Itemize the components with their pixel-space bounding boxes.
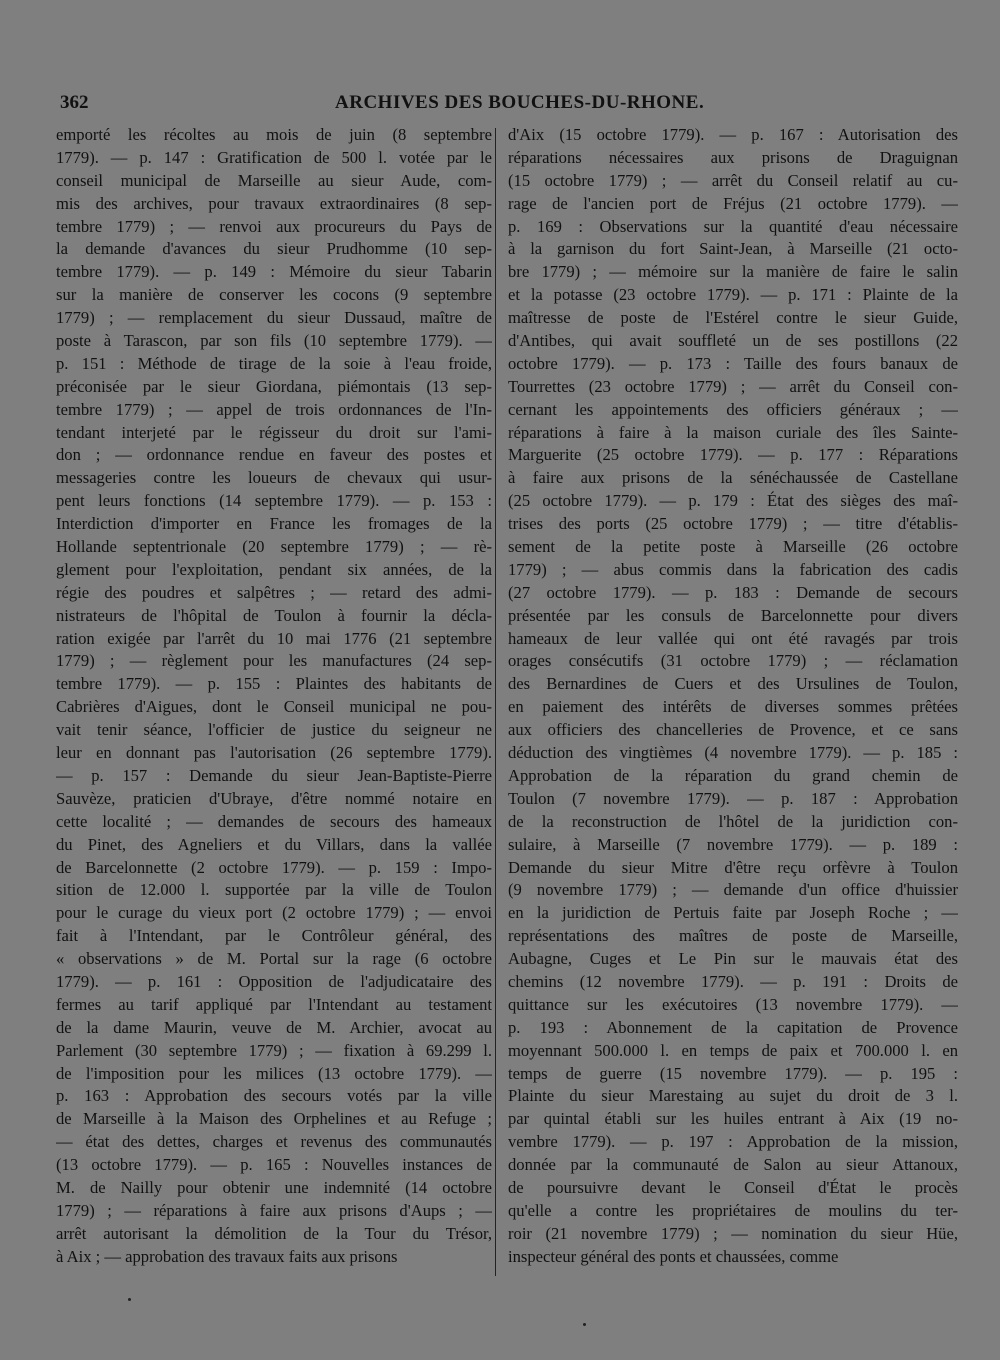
text-line: déduction des vingtièmes (4 novembre 1779). — p. 185 : bbox=[508, 743, 958, 763]
text-line: d'Aix (15 octobre 1779). — p. 167 : Autorisation des bbox=[508, 125, 958, 144]
text-line: pour le curage du vieux port (2 octobre 1779) ; — envoi bbox=[56, 903, 492, 923]
text-line: M. de Nailly pour obtenir une indemnité (14 octobre bbox=[56, 1177, 492, 1197]
text-line: préconisée par le sieur Giordana, piémontais (13 sep- bbox=[56, 376, 492, 396]
text-line: de Marseille à la Maison des Orphelines et au Refuge ; bbox=[56, 1109, 492, 1129]
text-line: inspecteur général des ponts et chaussées, comme bbox=[508, 1246, 839, 1266]
text-line: régie des poudres et salpêtres ; — retard des admi- bbox=[56, 582, 492, 602]
text-line: du Pinet, des Agneliers et du Villars, dans la vallée bbox=[56, 834, 492, 854]
text-line: pent leurs fonctions (14 septembre 1779). — p. 153 : bbox=[56, 491, 492, 511]
text-line: présentée par les consuls de Barcelonnette pour divers bbox=[508, 605, 958, 625]
text-line: la demande d'avances du sieur Prudhomme (10 sep- bbox=[56, 239, 492, 259]
text-line: — p. 157 : Demande du sieur Jean-Baptiste-Pierre bbox=[56, 765, 492, 785]
text-line: à faire aux prisons de la sénéchaussée de Castellane bbox=[508, 468, 958, 488]
text-line: p. 151 : Méthode de tirage de la soie à l'eau froide, bbox=[56, 353, 492, 373]
text-line: maîtresse de poste de l'Estérel contre le sieur Guide, bbox=[508, 308, 958, 328]
text-line: mis des archives, pour travaux extraordinaires (8 sep- bbox=[56, 193, 492, 213]
text-line: p. 169 : Observations sur la quantité d'eau nécessaire bbox=[508, 216, 958, 236]
page-number: 362 bbox=[60, 92, 89, 113]
text-line: hameaux de leur vallée qui ont été ravagés par trois bbox=[508, 628, 958, 648]
text-line: d'Antibes, qui avait souffleté un de ses postillons (22 bbox=[508, 331, 958, 351]
text-line: octobre 1779). — p. 173 : Taille des fours banaux de bbox=[508, 353, 958, 373]
text-line: de Barcelonnette (2 octobre 1779). — p. 159 : Impo- bbox=[56, 857, 492, 877]
text-line: qu'elle a contre les propriétaires de moulins du ter- bbox=[508, 1200, 958, 1220]
text-line: conseil municipal de Marseille au sieur Aude, com- bbox=[56, 170, 492, 190]
text-line: de la reconstruction de l'hôtel de la juridiction con- bbox=[508, 811, 958, 831]
text-line: vait tenir séance, l'officier de justice du seigneur ne bbox=[56, 720, 492, 740]
text-line: 1779). — p. 161 : Opposition de l'adjudicataire des bbox=[56, 971, 492, 991]
text-line: tembre 1779). — p. 155 : Plaintes des habitants de bbox=[56, 674, 492, 694]
text-line: Plainte du sieur Marestaing au sujet du droit de 3 l. bbox=[508, 1086, 958, 1106]
text-line: arrêt autorisant la démolition de la Tour du Trésor, bbox=[56, 1223, 492, 1243]
page-header bbox=[60, 92, 945, 120]
text-line: bre 1779) ; — mémoire sur la manière de faire le salin bbox=[508, 262, 958, 282]
text-line: aux officiers des chancelleries de Provence, et ce sans bbox=[508, 720, 958, 740]
text-line: p. 193 : Abonnement de la capitation de Provence bbox=[508, 1017, 958, 1037]
text-line: donnée par la communauté de Salon au sieur Attanoux, bbox=[508, 1155, 958, 1175]
text-line: à Aix ; — approbation des travaux faits aux prisons bbox=[56, 1246, 398, 1266]
text-line: sur la manière de conserver les cocons (9 septembre bbox=[56, 285, 492, 305]
text-line: (13 octobre 1779). — p. 165 : Nouvelles instances de bbox=[56, 1155, 492, 1175]
text-line: Tourrettes (23 octobre 1779) ; — arrêt du Conseil con- bbox=[508, 376, 958, 396]
text-line: réparations à faire à la maison curiale des îles Sainte- bbox=[508, 422, 958, 442]
text-line: fait à l'Intendant, par le Contrôleur général, des bbox=[56, 926, 492, 946]
text-line: (9 novembre 1779) ; — demande d'un office d'huissier bbox=[508, 880, 958, 900]
text-line: sition de 12.000 l. supportée par la ville de Toulon bbox=[56, 880, 492, 900]
text-line: Marguerite (25 octobre 1779). — p. 177 : Réparations bbox=[508, 445, 958, 465]
text-line: trises des ports (25 octobre 1779) ; — titre d'établis- bbox=[508, 514, 958, 534]
text-line: Toulon (7 novembre 1779). — p. 187 : Approbation bbox=[508, 788, 958, 808]
text-line: 1779) ; — abus commis dans la fabrication des cadis bbox=[508, 559, 958, 579]
text-line: tembre 1779). — p. 149 : Mémoire du sieur Tabarin bbox=[56, 262, 492, 282]
text-line: quittance sur les exécutoires (13 novembre 1779). — bbox=[508, 994, 958, 1014]
text-line: représentations des maîtres de poste de Marseille, bbox=[508, 926, 958, 946]
text-line: et la potasse (23 octobre 1779). — p. 171 : Plainte de la bbox=[508, 285, 958, 305]
text-line: en la juridiction de Pertuis faite par Joseph Roche ; — bbox=[508, 903, 958, 923]
text-line: nistrateurs de l'hôpital de Toulon à fournir la décla- bbox=[56, 605, 492, 625]
text-line: p. 163 : Approbation des secours votés par la ville bbox=[56, 1086, 492, 1106]
text-line: tendant interjeté par le régisseur du droit sur l'ami- bbox=[56, 422, 492, 442]
text-line: tembre 1779) ; — appel de trois ordonnances de l'In- bbox=[56, 399, 492, 419]
text-line: glement pour l'exploitation, pendant six années, de la bbox=[56, 559, 492, 579]
text-line: don ; — ordonnance rendue en faveur des postes et bbox=[56, 445, 492, 465]
running-title: ARCHIVES DES BOUCHES-DU-RHONE. bbox=[335, 92, 705, 113]
text-line: Aubagne, Cuges et Le Pin sur le mauvais état des bbox=[508, 949, 958, 969]
text-line: emporté les récoltes au mois de juin (8 septembre bbox=[56, 125, 492, 144]
text-line: réparations nécessaires aux prisons de Draguignan bbox=[508, 147, 958, 167]
text-line: de l'imposition pour les milices (13 octobre 1779). — bbox=[56, 1063, 492, 1083]
text-line: orages consécutifs (31 octobre 1779) ; — réclamation bbox=[508, 651, 958, 671]
text-line: Demande du sieur Mitre d'être reçu orfèvre à Toulon bbox=[508, 857, 958, 877]
scan-speck bbox=[128, 1298, 131, 1301]
text-line: Hollande septentrionale (20 septembre 1779) ; — rè- bbox=[56, 537, 492, 557]
text-line: des Bernardines de Cuers et des Ursulines de Toulon, bbox=[508, 674, 958, 694]
text-line: (25 octobre 1779). — p. 179 : État des sièges des maî- bbox=[508, 491, 958, 511]
text-line: — état des dettes, charges et revenus des communautés bbox=[56, 1132, 492, 1152]
text-line: de poursuivre devant le Conseil d'État le procès bbox=[508, 1177, 958, 1197]
text-line: vembre 1779). — p. 197 : Approbation de la mission, bbox=[508, 1132, 958, 1152]
text-line: 1779). — p. 147 : Gratification de 500 l. votée par le bbox=[56, 147, 492, 167]
scan-speck bbox=[583, 1323, 586, 1326]
text-line: Parlement (30 septembre 1779) ; — fixation à 69.299 l. bbox=[56, 1040, 492, 1060]
text-line: 1779) ; — règlement pour les manufactures (24 sep- bbox=[56, 651, 492, 671]
text-line: par quintal établi sur les huiles entrant à Aix (19 no- bbox=[508, 1109, 958, 1129]
text-line: « observations » de M. Portal sur la rage (6 octobre bbox=[56, 949, 492, 969]
text-line: Cabrières d'Aigues, dont le Conseil municipal ne pou- bbox=[56, 697, 492, 717]
text-line: temps de guerre (15 novembre 1779). — p. 195 : bbox=[508, 1063, 958, 1083]
text-line: cernant les appointements des officiers généraux ; — bbox=[508, 399, 958, 419]
text-line: (15 octobre 1779) ; — arrêt du Conseil relatif au cu- bbox=[508, 170, 958, 190]
text-line: chemins (12 novembre 1779). — p. 191 : Droits de bbox=[508, 971, 958, 991]
text-line: en paiement des intérêts de diverses sommes prêtées bbox=[508, 697, 958, 717]
text-line: rage de l'ancien port de Fréjus (21 octobre 1779). — bbox=[508, 193, 958, 213]
text-line: leur en donnant pas l'autorisation (26 septembre 1779). bbox=[56, 743, 492, 763]
left-text-column bbox=[56, 124, 492, 1269]
text-line: 1779) ; — remplacement du sieur Dussaud, maître de bbox=[56, 308, 492, 328]
text-line: 1779) ; — réparations à faire aux prisons d'Aups ; — bbox=[56, 1200, 492, 1220]
text-line: roir (21 novembre 1779) ; — nomination du sieur Hüe, bbox=[508, 1223, 958, 1243]
text-line: Interdiction d'importer en France les fromages de la bbox=[56, 514, 492, 534]
right-text-column bbox=[508, 124, 958, 1269]
text-line: tembre 1779) ; — renvoi aux procureurs du Pays de bbox=[56, 216, 492, 236]
text-line: moyennant 500.000 l. en temps de paix et 700.000 l. en bbox=[508, 1040, 958, 1060]
text-line: poste à Tarascon, par son fils (10 septembre 1779). — bbox=[56, 331, 492, 351]
text-line: à la garnison du fort Saint-Jean, à Marseille (21 octo- bbox=[508, 239, 958, 259]
text-line: messageries contre les loueurs de chevaux qui usur- bbox=[56, 468, 492, 488]
text-line: cette localité ; — demandes de secours des hameaux bbox=[56, 811, 492, 831]
text-line: ration exigée par l'arrêt du 10 mai 1776 (21 septembre bbox=[56, 628, 492, 648]
text-line: (27 octobre 1779). — p. 183 : Demande de secours bbox=[508, 582, 958, 602]
text-line: fermes au tarif appliqué par l'Intendant au testament bbox=[56, 994, 492, 1014]
text-line: Approbation de la réparation du grand chemin de bbox=[508, 765, 958, 785]
text-line: de la dame Maurin, veuve de M. Archier, avocat au bbox=[56, 1017, 492, 1037]
text-line: sement de la petite poste à Marseille (26 octobre bbox=[508, 537, 958, 557]
text-line: sulaire, à Marseille (7 novembre 1779). — p. 189 : bbox=[508, 834, 958, 854]
text-line: Sauvèze, praticien d'Ubraye, d'être nommé notaire en bbox=[56, 788, 492, 808]
column-divider bbox=[495, 128, 496, 1276]
